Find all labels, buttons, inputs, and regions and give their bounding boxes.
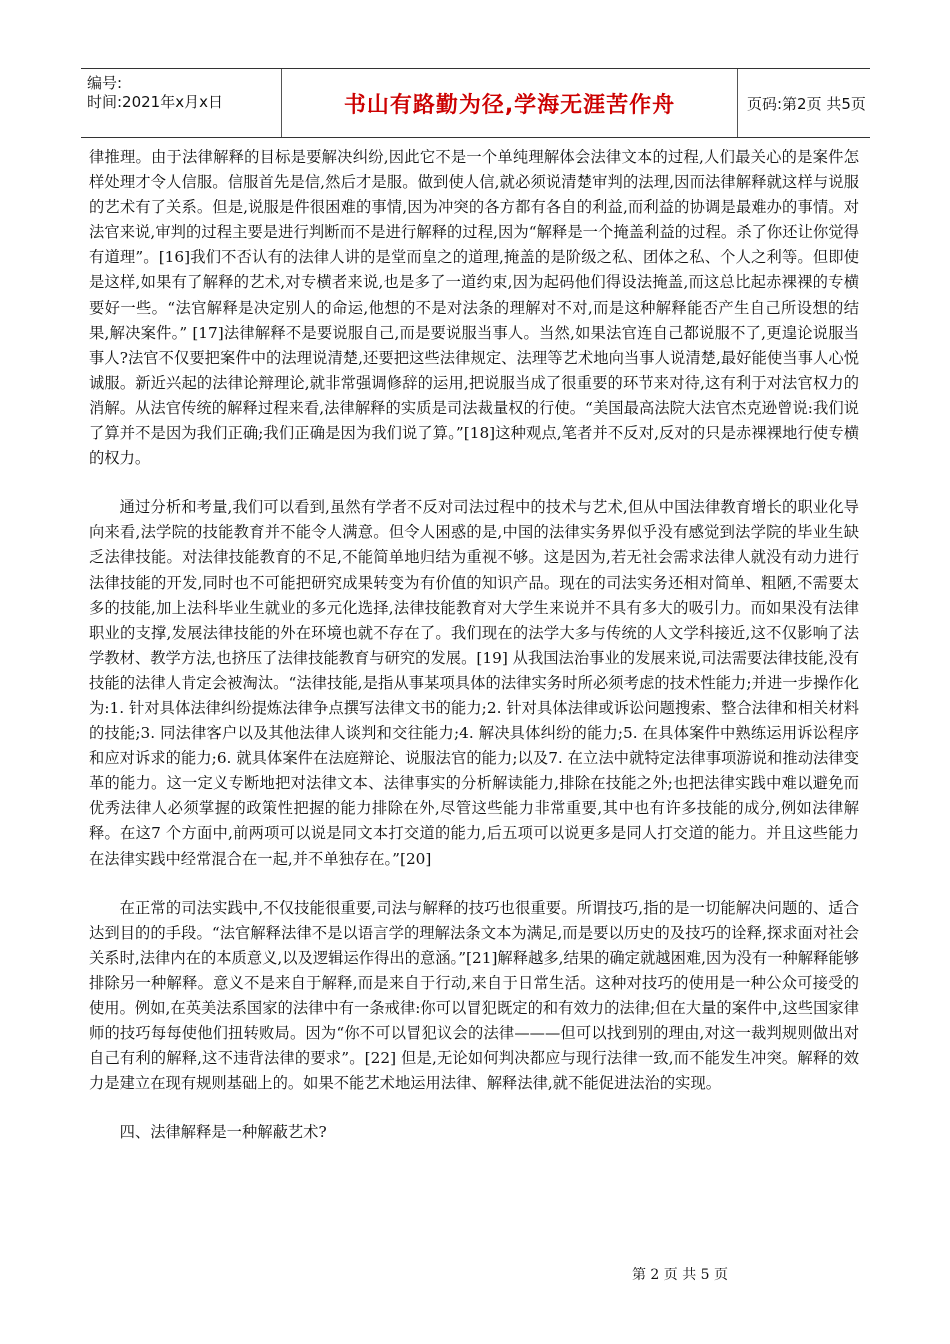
body-paragraph-3: 在正常的司法实践中,不仅技能很重要,司法与解释的技巧也很重要。所谓技巧,指的是一切能解决问题的、适合达到目的的手段。“法官解释法律不是以语言学的理解法条文本为满足,而是要以历史的及技巧的诠释,探求面对社会关系时,法律内在的本质意义,以及逻辑运作得出的意涵。”[21]解释越多,结果的确定就越困难,因为没有一种解释能够排除另一种解释。意义不是来自于解释,而是来自于行动,来自于日常生活。这种对技巧的使用是一种公众可接受的使用。例如,在英美法系国家的法律中有一条戒律:你可以冒犯既定的和有效力的法律;但在大量的案件中,这些国家律师的技巧每每使他们扭转败局。因为“你不可以冒犯议会的法律———但可以找到别的理由,对这一裁判规则做出对自己有利的解释,这不违背法律的要求”。[22] 但是,无论如何判决都应与现行法律一致,而不能发生冲突。解释的效力是建立在现有规则基础上的。如果不能艺术地运用法律、解释法律,就不能促进法治的实现。 — [89, 898, 859, 1093]
header-meta — [81, 69, 282, 137]
header-motto: 书山有路勤为径,学海无涯苦作舟 — [282, 69, 738, 137]
header-page-number: 页码:第2页 共5页 — [747, 94, 866, 113]
body-paragraph-1: 律推理。由于法律解释的目标是要解决纠纷,因此它不是一个单纯理解体会法律文本的过程,人们最关心的是案件怎样处理才令人信服。信服首先是信,然后才是服。做到使人信,就必须说清楚审判的法理,因而法律解释就这样与说服的艺术有了关系。但是,说服是件很困难的事情,因为冲突的各方都有各自的利益,而利益的协调是最难办的事情。对法官来说,审判的过程主要是进行判断而不是进行解释的过程,因为“解释是一个掩盖利益的过程。杀了你还让你觉得有道理”。[16]我们不否认有的法律人讲的是堂而皇之的道理,掩盖的是阶级之私、团体之私、个人之利等。但即使是这样,如果有了解释的艺术,对专横者来说,也是多了一道约束,因为起码他们得设法掩盖,而这总比起赤裸裸的专横要好一些。“法官解释是决定别人的命运,他想的不是对法条的理解对不对,而是这种解释能否产生自己所设想的结果,解决案件。” [17]法律解释不是要说服自己,而是要说服当事人。当然,如果法官连自己都说服不了,更遑论说服当事人?法官不仅要把案件中的法理说清楚,还要把这些法律规定、法理等艺术地向当事人说清楚,最好能使当事人心悦诚服。新近兴起的法律论辩理论,就非常强调修辞的运用,把说服当成了很重要的环节来对待,这有利于对法官权力的消解。从法官传统的解释过程来看,法律解释的实质是司法裁量权的行使。“美国最高法院大法官杰克逊曾说:我们说了算并不是因为我们正确;我们正确是因为我们说了算。”[18]这种观点,笔者并不反对,反对的只是赤裸裸地行使专横的权力。 — [89, 148, 859, 468]
page-footer: 第 2 页 共 5 页 — [631, 1267, 729, 1283]
body-paragraph-2: 通过分析和考量,我们可以看到,虽然有学者不反对司法过程中的技术与艺术,但从中国法律教育增长的职业化导向来看,法学院的技能教育并不能令人满意。但令人困惑的是,中国的法律实务界似乎没有感觉到法学院的毕业生缺乏法律技能。对法律技能教育的不足,不能简单地归结为重视不够。这是因为,若无社会需求法律人就没有动力进行法律技能的开发,同时也不可能把研究成果转变为有价值的知识产品。现在的司法实务还相对简单、粗陋,不需要太多的技能,加上法科毕业生就业的多元化选择,法律技能教育对大学生来说并不具有多大的吸引力。而如果没有法律职业的支撑,发展法律技能的外在环境也就不存在了。我们现在的法学大多与传统的人文学科接近,这不仅影响了法学教材、教学方法,也挤压了法律技能教育与研究的发展。[19] 从我国法治事业的发展来说,司法需要法律技能,没有技能的法律人肯定会被淘汰。“法律技能,是指从事某项具体的法律实务时所必须考虑的技术性能力;并进一步操作化为:1. 针对具体法律纠纷提炼法律争点撰写法律文书的能力;2. 针对具体法律或诉讼问题搜索、整合法律和相关材料的技能;3. 同法律客户以及其他法律人谈判和交往能力;4. 解决具体纠纷的能力;5. 在具体案件中熟练运用诉讼程序和应对诉求的能力;6. 就具体案件在法庭辩论、说服法官的能力;以及7. 在立法中就特定法律事项游说和推动法律变革的能力。这一定义专断地把对法律文本、法律事实的分析解读能力,排除在技能之外;也把法律实践中难以避免而优秀法律人必须掌握的政策性把握的能力排除在外,尽管这些能力非常重要,其中也有许多技能的成分,例如法律解释。在这7 个方面中,前两项可以说是同文本打交道的能力,后五项可以说更多是同人打交道的能力。并且这些能力在法律实践中经常混合在一起,并不单独存在。”[20] — [89, 498, 859, 868]
document-date-label: 时间:2021年x月x日 — [87, 93, 223, 111]
section-heading: 四、法律解释是一种解蔽艺术? — [119, 1123, 327, 1142]
page-header — [81, 68, 870, 138]
document-number-label: 编号: — [87, 74, 123, 92]
document-body — [89, 145, 859, 1145]
